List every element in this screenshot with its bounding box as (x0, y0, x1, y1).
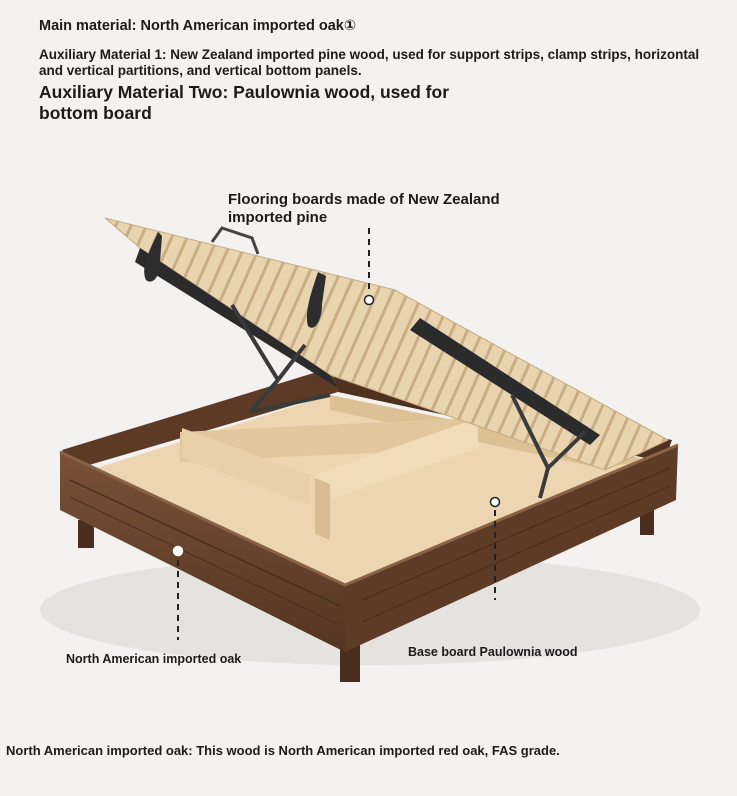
auxiliary-material-2-text: Auxiliary Material Two: Paulownia wood, used for bottom board (39, 82, 450, 123)
auxiliary-material-1-text: Auxiliary Material 1: New Zealand imported pine wood, used for support strips, clamp strips, horizontal and vertical partitions, and vertical bottom panels. (39, 47, 700, 78)
base-board-label: Base board Paulownia wood (408, 645, 578, 659)
flooring-boards-label: Flooring boards made of New Zealand imported pine (228, 191, 500, 226)
footnote-text: North American imported oak: This wood is North American imported red oak, FAS grade. (6, 743, 560, 758)
oak-label: North American imported oak (66, 652, 242, 666)
main-material-text: Main material: North American imported oak① (39, 18, 357, 34)
partition-front (315, 478, 330, 540)
